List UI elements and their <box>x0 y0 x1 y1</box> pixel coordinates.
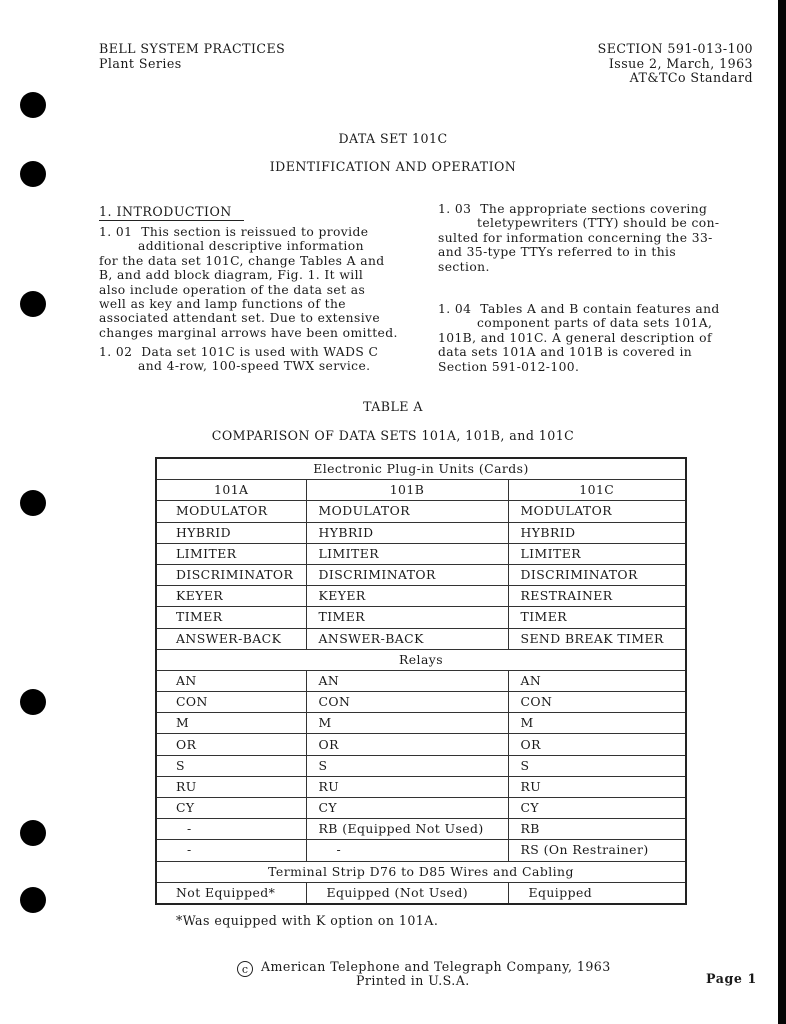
table-cell: OR <box>156 734 306 755</box>
table-group-header <box>156 649 686 670</box>
table-row <box>156 543 686 564</box>
paragraph-line: also include operation of the data set as <box>99 282 366 297</box>
table-group-header <box>156 861 686 882</box>
table-cell: KEYER <box>156 586 306 607</box>
table-cell: Not Equipped* <box>156 882 306 904</box>
document-title: DATA SET 101C <box>338 131 448 146</box>
table-cell: AN <box>508 670 686 691</box>
paragraph-number: 1. 02 <box>99 345 133 359</box>
table-row <box>156 840 686 861</box>
series-subtitle: Plant Series <box>99 55 182 71</box>
table-cell: LIMITER <box>306 543 508 564</box>
table-cell: S <box>508 755 686 776</box>
paragraph-line: Tables A and B contain features and <box>480 302 720 316</box>
table-cell: RU <box>156 776 306 797</box>
table-cell: OR <box>306 734 508 755</box>
column-header: 101A <box>156 480 306 501</box>
issue-date: Issue 2, March, 1963 <box>608 55 753 71</box>
table-row <box>156 586 686 607</box>
table-caption: COMPARISON OF DATA SETS 101A, 101B, and 101C <box>211 428 575 443</box>
section-heading: 1. INTRODUCTION <box>99 204 244 221</box>
table-footnote: *Was equipped with K option on 101A. <box>176 913 439 928</box>
table-cell: MODULATOR <box>508 501 686 522</box>
table-cell: CY <box>508 798 686 819</box>
paragraph-line: Section 591-012-100. <box>438 359 580 374</box>
table-cell: DISCRIMINATOR <box>306 564 508 585</box>
group-header-terminal-strip: Terminal Strip D76 to D85 Wires and Cabling <box>156 861 686 882</box>
paragraph-line: associated attendant set. Due to extensive <box>99 311 381 326</box>
table-cell: CY <box>156 798 306 819</box>
table-cell: CON <box>156 692 306 713</box>
group-header-cards: Electronic Plug-in Units (Cards) <box>156 458 686 480</box>
table-cell: - <box>156 819 306 840</box>
table-cell: CON <box>306 692 508 713</box>
table-cell: AN <box>156 670 306 691</box>
paragraph-line: This section is reissued to provide <box>141 225 369 239</box>
series-title: BELL SYSTEM PRACTICES <box>99 41 286 56</box>
table-row <box>156 882 686 904</box>
table-row <box>156 734 686 755</box>
table-row <box>156 564 686 585</box>
table-cell: ANSWER-BACK <box>156 628 306 649</box>
table-cell: MODULATOR <box>156 501 306 522</box>
table-cell: RU <box>306 776 508 797</box>
table-cell: DISCRIMINATOR <box>508 564 686 585</box>
table-row <box>156 713 686 734</box>
table-cell: AN <box>306 670 508 691</box>
paragraph-line: teletypewriters (TTY) should be con- <box>477 216 720 231</box>
paragraph-line: well as key and lamp functions of the <box>99 297 346 312</box>
paragraph-line: Data set 101C is used with WADS C <box>141 345 379 359</box>
table-row <box>156 628 686 649</box>
copyright-line: American Telephone and Telegraph Company, 1963 <box>261 959 611 974</box>
paragraph-number: 1. 04 <box>438 302 472 316</box>
paragraph-1-02 <box>99 345 378 374</box>
copyright-icon: c <box>237 961 253 977</box>
table-cell: LIMITER <box>508 543 686 564</box>
table-row <box>156 819 686 840</box>
table-row <box>156 670 686 691</box>
paragraph-number: 1. 03 <box>438 202 472 216</box>
table-row <box>156 501 686 522</box>
group-header-relays: Relays <box>156 649 686 670</box>
paragraph-line: sulted for information concerning the 33- <box>438 230 713 245</box>
table-cell: Equipped <box>508 882 686 904</box>
paragraph-line: and 35-type TTYs referred to in this <box>438 245 677 260</box>
table-row <box>156 607 686 628</box>
table-cell: RB (Equipped Not Used) <box>306 819 508 840</box>
table-cell: RS (On Restrainer) <box>508 840 686 861</box>
paragraph-line: and 4-row, 100-speed TWX service. <box>138 359 371 374</box>
table-cell: - <box>156 840 306 861</box>
binder-hole <box>20 490 46 516</box>
comparison-table <box>155 457 687 905</box>
table-row <box>156 798 686 819</box>
paragraph-line: changes marginal arrows have been omitted. <box>99 325 398 340</box>
table-cell: - <box>306 840 508 861</box>
scan-edge-border <box>778 0 786 1024</box>
table-row <box>156 522 686 543</box>
table-row <box>156 755 686 776</box>
paragraph-line: 101B, and 101C. A general description of <box>438 330 712 345</box>
paragraph-1-03 <box>438 202 719 274</box>
table-cell: DISCRIMINATOR <box>156 564 306 585</box>
table-cell: RESTRAINER <box>508 586 686 607</box>
table-cell: RU <box>508 776 686 797</box>
table-cell: TIMER <box>508 607 686 628</box>
paragraph-1-04 <box>438 302 720 374</box>
binder-hole <box>20 291 46 317</box>
binder-hole <box>20 820 46 846</box>
paragraph-line: data sets 101A and 101B is covered in <box>438 345 693 360</box>
table-cell: HYBRID <box>156 522 306 543</box>
table-cell: HYBRID <box>508 522 686 543</box>
binder-hole <box>20 689 46 715</box>
table-cell: CY <box>306 798 508 819</box>
table-cell: TIMER <box>306 607 508 628</box>
table-cell: S <box>306 755 508 776</box>
paragraph-line: for the data set 101C, change Tables A and <box>99 253 385 268</box>
paragraph-line: section. <box>438 259 490 274</box>
column-header: 101C <box>508 480 686 501</box>
paragraph-line: B, and add block diagram, Fig. 1. It will <box>99 268 364 283</box>
table-cell: ANSWER-BACK <box>306 628 508 649</box>
paragraph-line: additional descriptive information <box>138 239 364 254</box>
table-cell: Equipped (Not Used) <box>306 882 508 904</box>
table-cell: M <box>306 713 508 734</box>
header-right <box>598 42 753 86</box>
paragraph-line: The appropriate sections covering <box>480 202 708 216</box>
table-row <box>156 692 686 713</box>
table-cell: HYBRID <box>306 522 508 543</box>
table-group-header <box>156 458 686 480</box>
table-cell: TIMER <box>156 607 306 628</box>
paragraph-1-01 <box>99 225 398 340</box>
table-cell: RB <box>508 819 686 840</box>
table-cell: M <box>508 713 686 734</box>
table-cell: OR <box>508 734 686 755</box>
binder-hole <box>20 92 46 118</box>
table-cell: CON <box>508 692 686 713</box>
table-label: TABLE A <box>363 399 423 414</box>
column-header: 101B <box>306 480 508 501</box>
table-row <box>156 776 686 797</box>
table-cell: LIMITER <box>156 543 306 564</box>
printed-line: Printed in U.S.A. <box>356 973 470 988</box>
document-subtitle: IDENTIFICATION AND OPERATION <box>269 159 517 174</box>
binder-hole <box>20 887 46 913</box>
table-cell: KEYER <box>306 586 508 607</box>
page-number: Page 1 <box>706 971 757 986</box>
table-cell: MODULATOR <box>306 501 508 522</box>
paragraph-number: 1. 01 <box>99 225 133 239</box>
table-column-header-row <box>156 480 686 501</box>
table-cell: M <box>156 713 306 734</box>
header-left <box>99 42 285 71</box>
section-number: SECTION 591-013-100 <box>597 41 753 56</box>
paragraph-line: component parts of data sets 101A, <box>477 316 713 331</box>
table-cell: SEND BREAK TIMER <box>508 628 686 649</box>
standard-label: AT&TCo Standard <box>629 70 753 85</box>
table-cell: S <box>156 755 306 776</box>
